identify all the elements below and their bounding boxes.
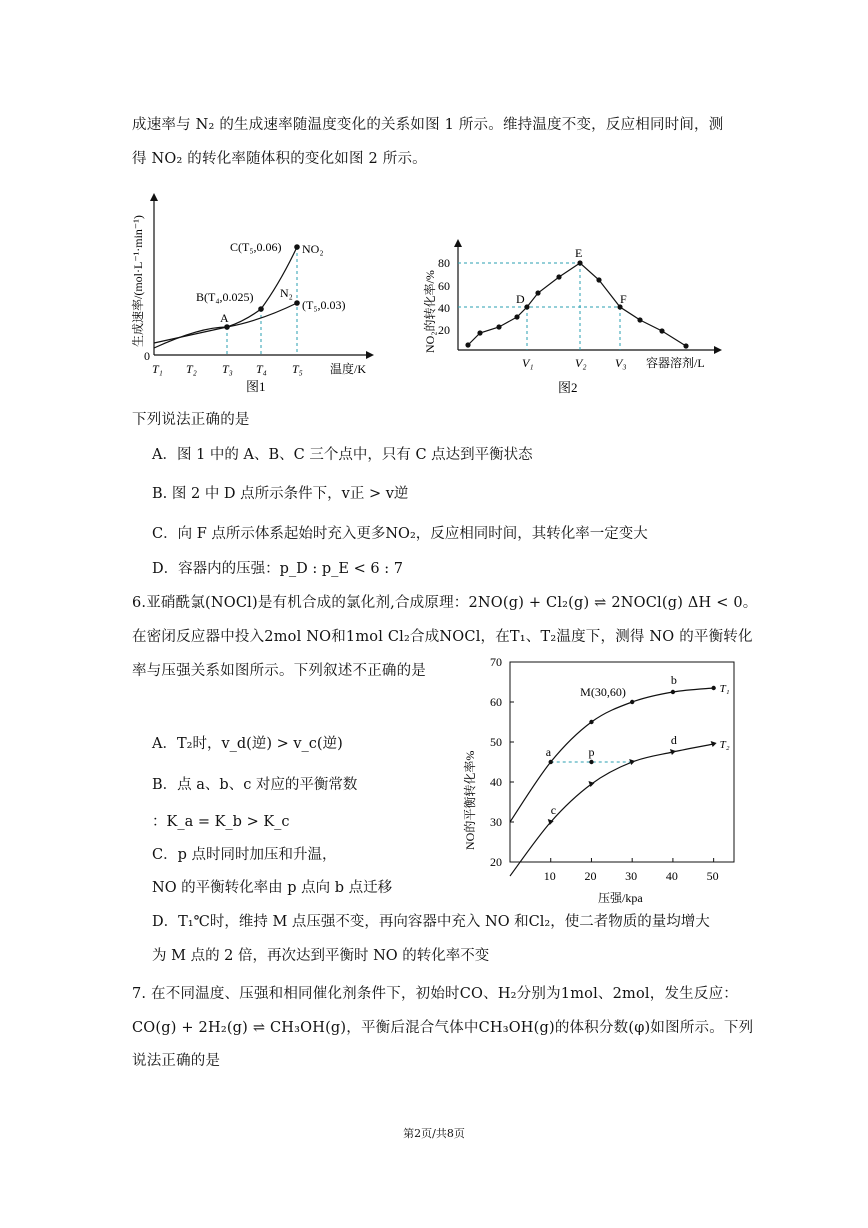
- fig2-xtick: V₃: [615, 356, 627, 370]
- figure-2: [418, 235, 738, 400]
- fig2-xtick: V₂: [575, 356, 587, 370]
- fig3-series-t2: [510, 744, 714, 876]
- fig1-label-n2-point: (T₅,0.03): [302, 298, 346, 312]
- fig3-xtick-label: 30: [625, 869, 638, 883]
- fig3-point-t1: [711, 686, 715, 690]
- fig3-xtick-label: 40: [665, 869, 678, 883]
- fig3-label-d: d: [670, 733, 677, 747]
- q6-option-b-1: B．点 a、b、c 对应的平衡常数: [152, 777, 358, 793]
- fig3-point-t1: [671, 690, 675, 694]
- fig3-label-b: b: [670, 673, 677, 687]
- q5-option-c: C．向 F 点所示体系起始时充入更多NO₂，反应相同时间，其转化率一定变大: [152, 526, 648, 542]
- fig3-ytick-label: 30: [490, 815, 502, 829]
- fig3-ylabel: NO的平衡转化率%: [463, 750, 477, 850]
- fig2-label-f: F: [620, 292, 627, 306]
- fig2-ylabel: NO₂的转化率/%: [423, 270, 437, 353]
- fig1-xtick: T₅: [292, 362, 303, 376]
- fig3-label-c: c: [550, 803, 557, 817]
- fig3-label-p: p: [588, 745, 595, 759]
- fig1-xlabel: 温度/K: [330, 362, 367, 376]
- fig2-xlabel: 容器溶剂/L: [646, 356, 705, 370]
- fig1-ylabel: 生成速率/(mol·L⁻¹·min⁻¹): [131, 215, 145, 347]
- fig3-legend-t2: T₂: [719, 739, 730, 751]
- fig3-legend-t1: T₁: [719, 683, 730, 695]
- fig3-xlabel: 压强/kpa: [598, 891, 643, 905]
- fig1-label-a: A: [220, 311, 229, 325]
- fig1-xtick: T₁: [152, 362, 163, 376]
- q7-line-3: 说法正确的是: [132, 1053, 221, 1069]
- fig1-xtick: T₃: [222, 362, 233, 376]
- q5-stem: 下列说法正确的是: [132, 412, 250, 428]
- fig1-caption: 图1: [246, 379, 266, 394]
- fig3-series-t1: [510, 688, 714, 822]
- fig1-label-n2: N₂: [280, 286, 293, 300]
- fig2-label-d: D: [516, 292, 525, 306]
- fig3-ytick-label: 70: [490, 655, 502, 669]
- q6-option-a: A．T₂时，v_d(逆) > v_c(逆): [152, 736, 343, 752]
- q6-line-2: 在密闭反应器中投入2mol NO和1mol Cl₂合成NOCl，在T₁、T₂温度下，测得 NO 的平衡转化: [132, 629, 753, 645]
- fig3-xtick-label: 10: [543, 869, 556, 883]
- q7-line-1: 7. 在不同温度、压强和相同催化剂条件下，初始时CO、H₂分别为1mol、2mol，发生反应：: [132, 986, 738, 1002]
- fig2-ytick: 40: [438, 301, 450, 315]
- fig1-point-c: [294, 244, 300, 250]
- figure-1: [130, 185, 380, 400]
- q6-option-d-2: 为 M 点的 2 倍，再次达到平衡时 NO 的转化率不变: [152, 948, 490, 964]
- fig3-xtick-label: 50: [706, 869, 719, 883]
- fig3-label-a: a: [545, 745, 552, 759]
- q5-option-a: A．图 1 中的 A、B、C 三个点中，只有 C 点达到平衡状态: [152, 447, 533, 463]
- fig1-label-c: C(T₅,0.06): [230, 240, 282, 254]
- fig3-ytick-label: 20: [490, 855, 502, 869]
- fig1-label-no2: NO₂: [302, 242, 324, 256]
- fig1-point-a: [224, 324, 230, 330]
- q6-line-1: 6.亚硝酰氯(NOCl)是有机合成的氯化剂,合成原理：2NO(g) + Cl₂(g) ⇌ 2NOCl(g) ΔH < 0。: [132, 595, 758, 611]
- fig2-xtick: V₁: [522, 356, 534, 370]
- fig3-label-m: M(30,60): [580, 685, 626, 699]
- fig3-xtick-label: 20: [584, 869, 597, 883]
- page-footer: 第2页/共8页: [403, 1127, 465, 1140]
- q5-option-d: D．容器内的压强：p_D : p_E < 6 : 7: [152, 561, 403, 577]
- intro-line-2: 得 NO₂ 的转化率随体积的变化如图 2 所示。: [132, 151, 427, 167]
- fig1-xtick: T₂: [186, 362, 197, 376]
- fig1-label-b: B(T₄,0.025): [196, 290, 254, 304]
- fig1-point-n2: [294, 300, 300, 306]
- figure-3-chart: [460, 650, 750, 910]
- q7-line-2: CO(g) + 2H₂(g) ⇌ CH₃OH(g)，平衡后混合气体中CH₃OH(g)的体积分数(φ)如图所示。下列: [132, 1020, 754, 1036]
- fig2-curve: [468, 263, 686, 346]
- q6-option-c-1: C．p 点时同时加压和升温，: [152, 847, 337, 863]
- intro-line-1: 成速率与 N₂ 的生成速率随温度变化的关系如图 1 所示。维持温度不变，反应相同时间，测: [132, 117, 724, 133]
- q6-option-c-2: NO 的平衡转化率由 p 点向 b 点迁移: [152, 880, 393, 896]
- q6-option-d-1: D．T₁℃时，维持 M 点压强不变，再向容器中充入 NO 和Cl₂，使二者物质的量均增大: [152, 914, 710, 930]
- fig2-caption: 图2: [558, 380, 578, 395]
- fig3-point-t1: [549, 760, 553, 764]
- fig3-point-t1: [630, 700, 634, 704]
- fig2-ytick: 80: [438, 256, 450, 270]
- q6-option-b-2: ：K_a = K_b > K_c: [152, 814, 290, 830]
- fig1-origin: 0: [144, 349, 150, 363]
- fig2-ytick: 20: [438, 323, 450, 337]
- q6-line-3: 率与压强关系如图所示。下列叙述不正确的是: [132, 663, 426, 679]
- fig2-label-e: E: [575, 246, 583, 260]
- q5-option-b: B. 图 2 中 D 点所示条件下，v正 > v逆: [152, 486, 409, 502]
- fig3-ytick-label: 60: [490, 695, 502, 709]
- fig3-ytick-label: 50: [490, 735, 502, 749]
- fig2-ytick: 60: [438, 279, 450, 293]
- fig1-xtick: T₄: [256, 362, 267, 376]
- fig3-ytick-label: 40: [490, 775, 502, 789]
- fig1-point-b: [258, 306, 264, 312]
- fig3-point-t1: [589, 720, 593, 724]
- fig3-point-p: [589, 760, 593, 764]
